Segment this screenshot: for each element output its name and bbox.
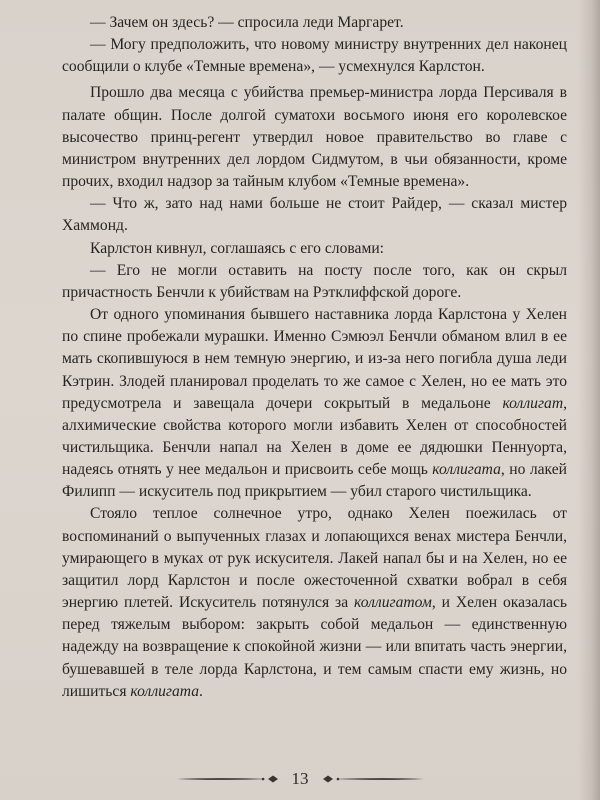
- paragraph-text: , и Хелен оказалась перед тяжелым выбором: закрыть собой медальон — единственную надежду на возвращение к спокойной жизни — или впитать часть энергии, бушевавшей в теле лорда Карлстона, и тем самым спасти ему жизнь, но лишиться: [62, 594, 567, 700]
- italic-term: коллигата: [130, 682, 200, 700]
- paragraph-text: .: [199, 682, 203, 700]
- paragraph: [62, 82, 567, 193]
- page-footer: [0, 766, 600, 792]
- paragraph-text: Карлстон кивнул, соглашаясь с его словами:: [90, 239, 385, 257]
- page-text: [62, 12, 567, 703]
- paragraph-text: — Что ж, зато над нами больше не стоит Райдер, — сказал мистер Хаммонд.: [62, 195, 567, 235]
- italic-term: коллигат: [502, 394, 564, 412]
- paragraph-text: — Зачем он здесь? — спросила леди Маргарет.: [90, 14, 404, 31]
- paragraph: [62, 193, 567, 237]
- paragraph-text: — Могу предположить, что новому министру внутренних дел наконец сообщили о клубе «Темные времена», — усмехнулся Карлстон.: [62, 36, 567, 76]
- paragraph-text: Стояло теплое солнечное утро, однако Хелен поежилась от воспоминаний о выпученных глазах и лопающихся венах мистера Бенчли, умирающего в муках от рук искусителя. Лакей напал бы и на Хелен, но ее защитил лорд Карлстон и после ожесточенной схватки вобрал в себя энергию плетей. Искуситель потянулся за: [62, 505, 567, 612]
- paragraph-text: , алхимические свойства которого могли избавить Хелен от способностей чистильщика. Бенчли напал на Хелен в доме ее дядюшки Пеннуорта, надеясь отнять у нее медальон и присвоить себе мощь: [62, 394, 567, 479]
- page-number: 13: [291, 769, 309, 788]
- paragraph: [62, 260, 567, 304]
- paragraph-text: От одного упоминания бывшего наставника лорда Карлстона у Хелен по спине пробежали мурашки. Именно Сэмюэл Бенчли обманом влил в ее мать скопившуюся в нем темную энергию, и из-за него погибла душа леди Кэтрин. Злодей планировал проделать то же самое с Хелен, но ее мать это предусмотрела и завещала дочери сокрытый в медальоне: [62, 306, 567, 412]
- paragraph-text: Прошло два месяца с убийства премьер-министра лорда Персиваля в палате общин. После долгой суматохи восьмого июня его королевское высочество принц-регент утвердил новое правительство во главе с министром внутренних дел лордом Сидмутом, в чьи обязанности, кроме прочих, входил надзор за тайным клубом «Темные времена».: [62, 84, 567, 191]
- paragraph: [62, 34, 567, 78]
- paragraph: [62, 238, 567, 260]
- paragraph: [62, 503, 567, 702]
- italic-term: коллигата: [432, 461, 501, 479]
- italic-term: коллигатом: [354, 594, 432, 612]
- page-gutter-shadow: [578, 0, 600, 800]
- paragraph-text: , но лакей Филипп — искуситель под прикрытием — убил старого чистильщика.: [62, 461, 567, 501]
- left-ornament-icon: [175, 772, 280, 786]
- right-ornament-icon: [321, 772, 426, 786]
- paragraph: [62, 12, 567, 34]
- paragraph: [62, 304, 567, 503]
- paragraph-text: — Его не могли оставить на посту после того, как он скрыл причастность Бенчли к убийствам на Рэтклиффской дороге.: [62, 261, 567, 301]
